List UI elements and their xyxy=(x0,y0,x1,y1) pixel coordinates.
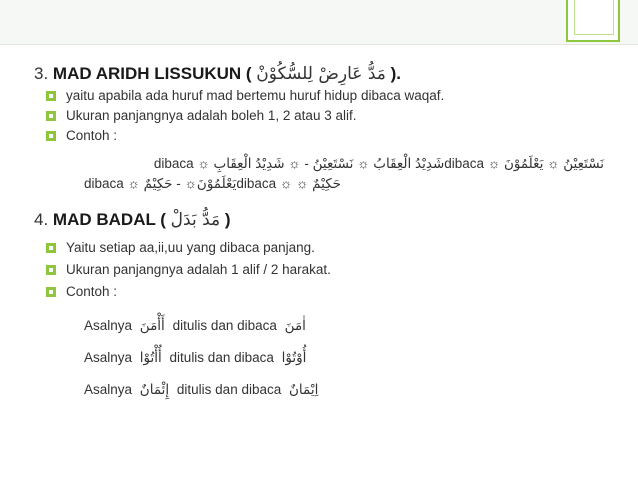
bullet-icon xyxy=(46,91,56,101)
asal-row: Asalnya إِئْمَانٌ ditulis dan dibaca اِيْمَانٌ xyxy=(84,382,319,398)
section-arabic-title: مَدُّ بَدَلْ xyxy=(170,210,221,230)
bullet-icon xyxy=(46,287,56,297)
section-number: 4. xyxy=(34,210,49,229)
section-title-close: ). xyxy=(390,64,401,83)
section-title-close: ) xyxy=(224,210,231,229)
asal-row: Asalnya أُأْتُوْا ditulis dan dibaca أُوْتُوْا xyxy=(84,350,307,366)
section-title: MAD ARIDH LISSUKUN ( xyxy=(52,64,252,83)
bullet-icon xyxy=(46,111,56,121)
bullet-icon xyxy=(46,243,56,253)
section-title: MAD BADAL ( xyxy=(52,210,166,229)
bullet-item: yaitu apabila ada huruf mad bertemu huruf hidup dibaca waqaf. xyxy=(66,88,444,103)
bullet-item: Contoh : xyxy=(66,128,117,143)
bullet-item: Contoh : xyxy=(66,284,117,299)
section-number: 3. xyxy=(34,64,49,83)
slide-top-band xyxy=(0,0,638,45)
bullet-item: Yaitu setiap aa,ii,uu yang dibaca panjang. xyxy=(66,240,315,255)
bullet-item: Ukuran panjangnya adalah 1 alif / 2 harakat. xyxy=(66,262,331,277)
asal-row: Asalnya أَأْمَنَ ditulis dan dibaca اٰمَنَ xyxy=(84,318,306,334)
section-arabic-title: مَدُّ عَارِضْ لِلسُّكُوْنْ xyxy=(256,64,386,84)
corner-decoration xyxy=(566,0,620,42)
section-heading-mad-badal xyxy=(34,210,231,230)
example-line-2: حَكِيْمٌ ☼ ☼ dibacaيَعْلَمُوْنَ☼ - حَكِيْمٌ ☼ dibaca xyxy=(84,176,341,191)
example-line-1: نَسْتَعِيْنُ ☼ يَعْلَمُوْنَ ☼ dibacaشَدِيْدُ الْعِقَابُ ☼ نَسْتَعِيْنُ - ☼ شَدِيْدُ الْعِقَابِ ☼ dibaca xyxy=(153,156,604,171)
bullet-item: Ukuran panjangnya adalah boleh 1, 2 atau 3 alif. xyxy=(66,108,356,123)
bullet-icon xyxy=(46,265,56,275)
section-heading-mad-aridh xyxy=(34,64,401,84)
bullet-icon xyxy=(46,131,56,141)
